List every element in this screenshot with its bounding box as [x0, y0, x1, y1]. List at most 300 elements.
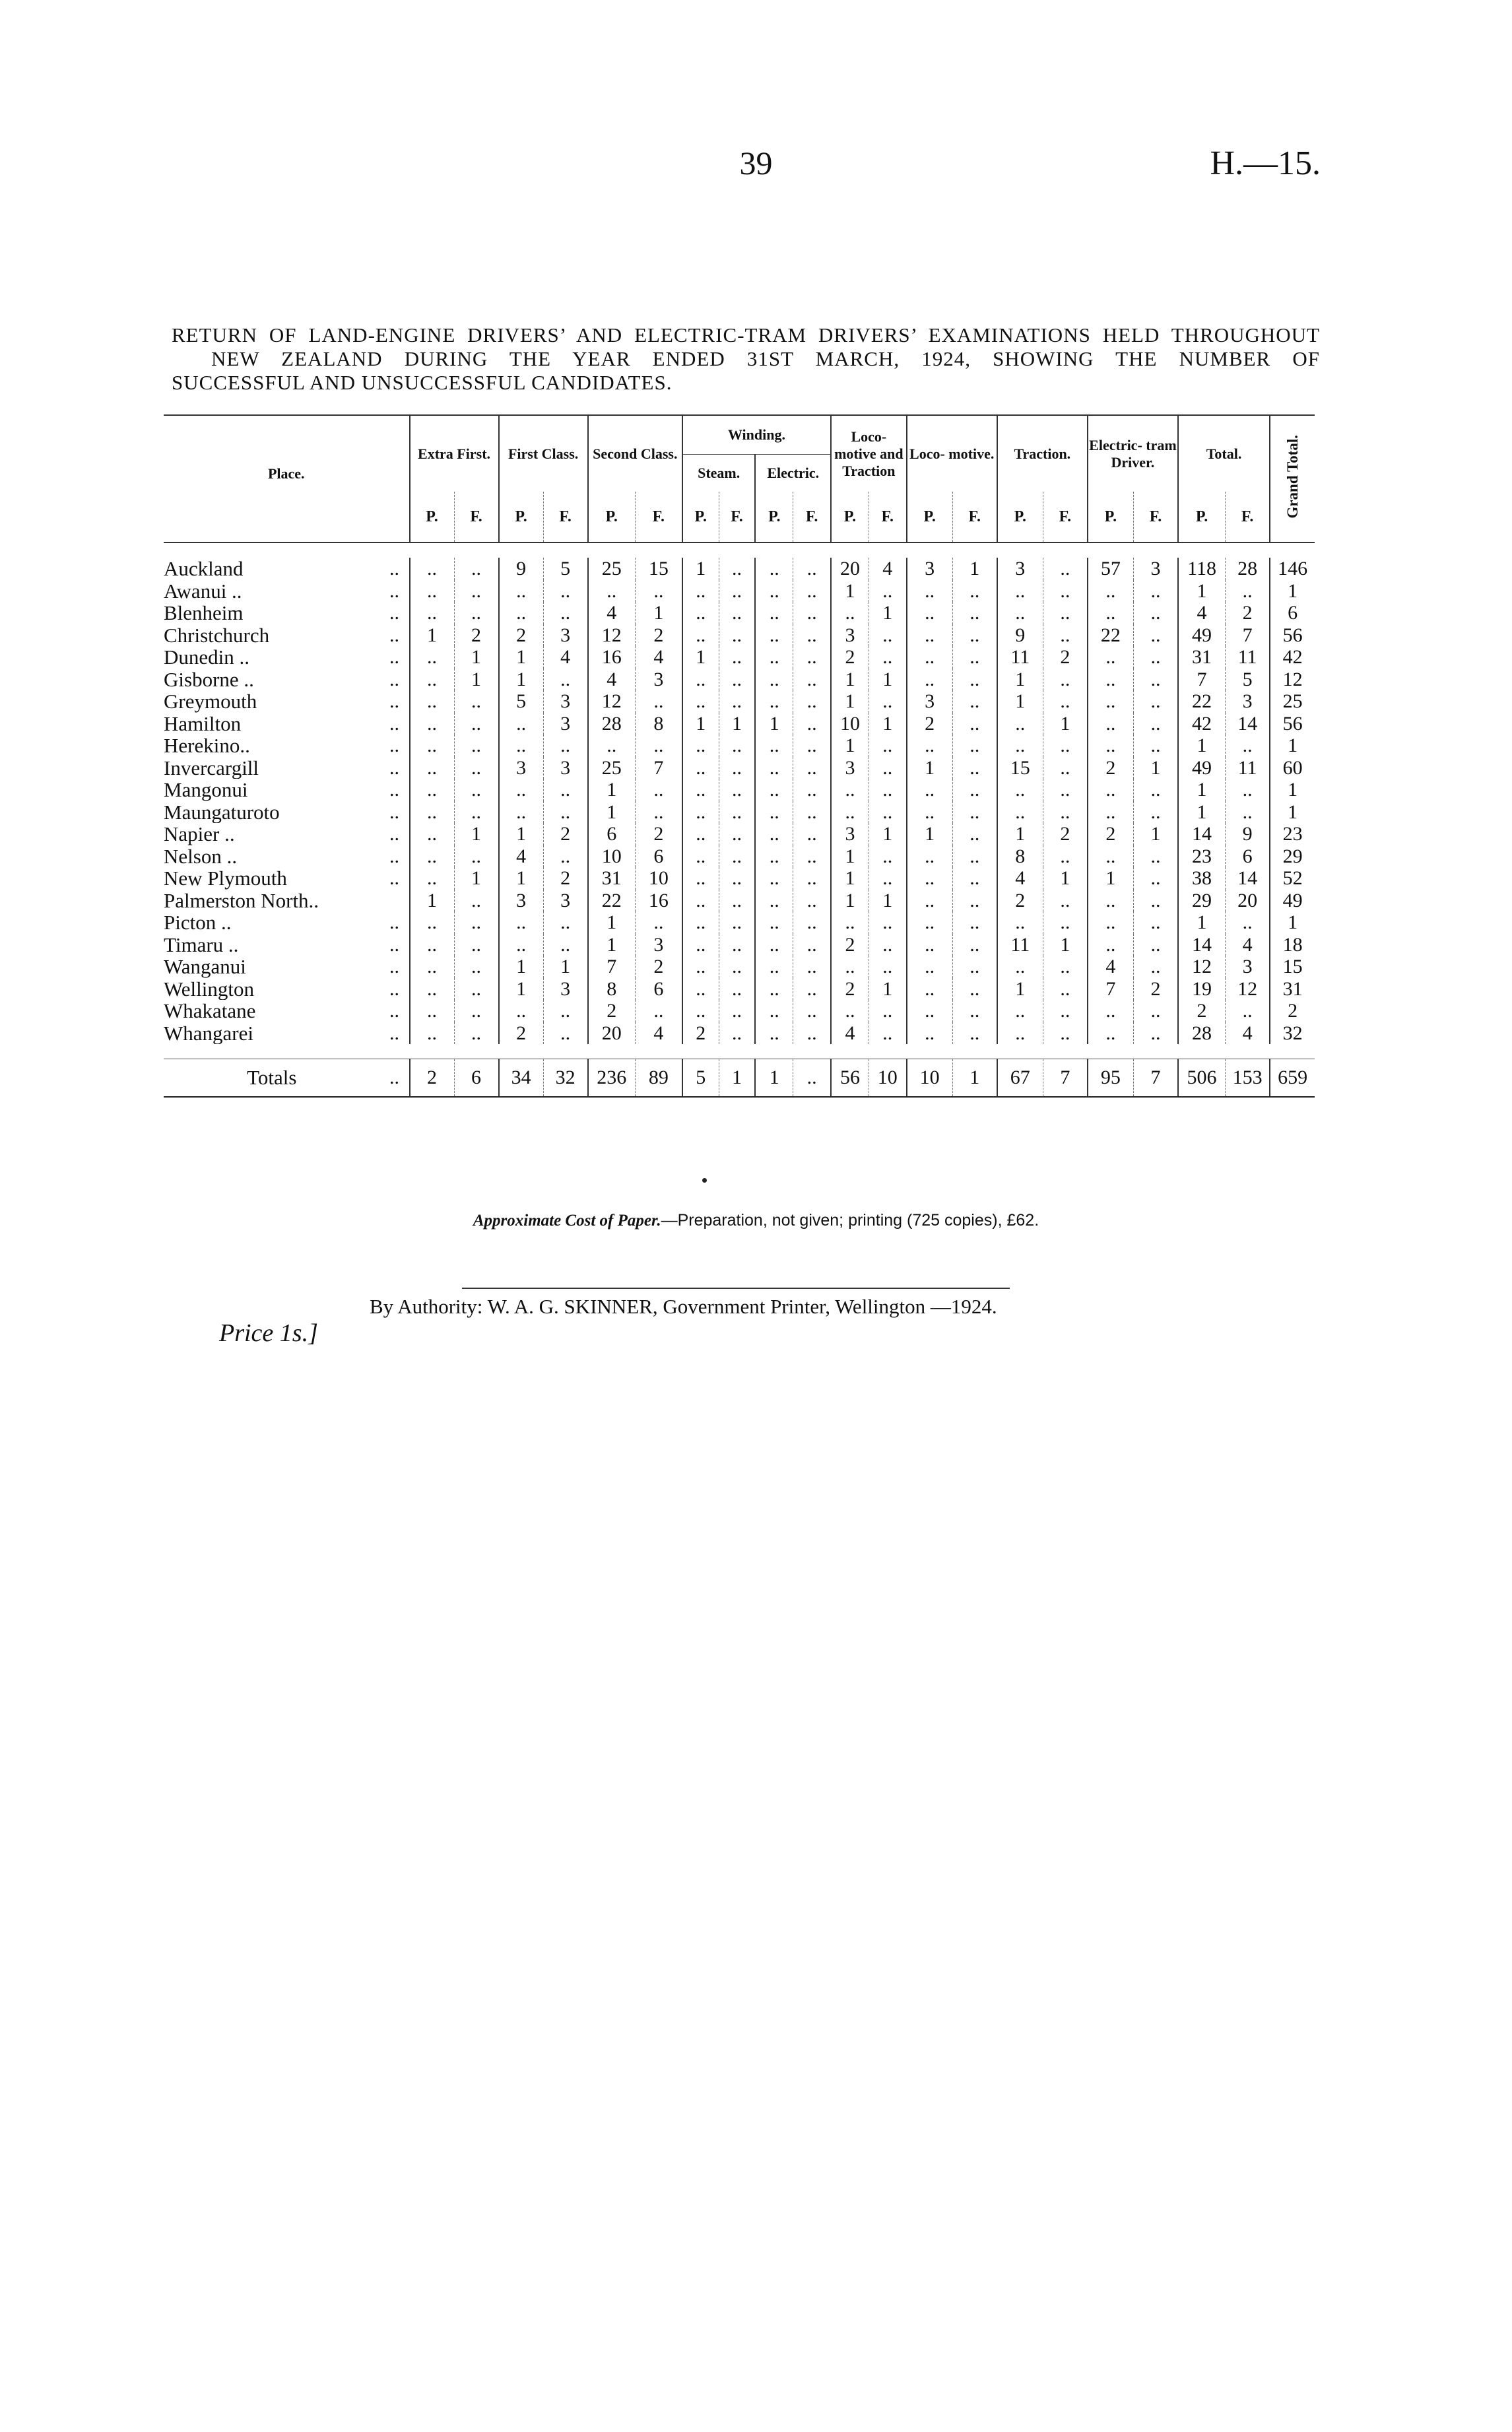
passed-cell: 506: [1178, 1059, 1226, 1098]
failed-cell: ..: [719, 690, 755, 713]
passed-cell: 1: [682, 558, 719, 580]
pf-p: P.: [588, 492, 636, 542]
grand-total-cell: 1: [1270, 801, 1315, 824]
failed-cell: ..: [454, 845, 499, 868]
failed-cell: ..: [1133, 779, 1178, 801]
table-row: [164, 801, 1315, 824]
passed-cell: ..: [588, 580, 636, 603]
passed-cell: ..: [682, 690, 719, 713]
passed-cell: 31: [588, 867, 636, 890]
failed-cell: ..: [793, 713, 831, 735]
passed-cell: 1: [588, 801, 636, 824]
grand-total-cell: 6: [1270, 602, 1315, 624]
passed-cell: 2: [831, 934, 869, 956]
failed-cell: ..: [454, 978, 499, 1001]
failed-cell: 1: [869, 669, 906, 691]
passed-cell: 1: [831, 890, 869, 912]
failed-cell: ..: [719, 580, 755, 603]
failed-cell: 14: [1226, 713, 1270, 735]
passed-cell: 38: [1178, 867, 1226, 890]
pf-f: F.: [1043, 492, 1088, 542]
passed-cell: 22: [1088, 624, 1134, 647]
failed-cell: ..: [1043, 801, 1088, 824]
passed-cell: ..: [1088, 779, 1134, 801]
place-name: Napier ..: [164, 823, 235, 845]
failed-cell: ..: [543, 580, 588, 603]
passed-cell: ..: [755, 823, 793, 845]
passed-cell: 19: [1178, 978, 1226, 1001]
passed-cell: 2: [499, 624, 544, 647]
cost-label: Approximate Cost of Paper.: [473, 1212, 661, 1230]
passed-cell: 14: [1178, 823, 1226, 845]
passed-cell: ..: [682, 890, 719, 912]
passed-cell: ..: [755, 1022, 793, 1045]
passed-cell: 12: [588, 690, 636, 713]
failed-cell: ..: [952, 735, 997, 757]
passed-cell: ..: [682, 624, 719, 647]
failed-cell: ..: [1043, 558, 1088, 580]
first-class-header: First Class.: [499, 415, 588, 492]
failed-cell: ..: [1133, 669, 1178, 691]
passed-cell: 3: [499, 890, 544, 912]
passed-cell: 2: [997, 890, 1043, 912]
failed-cell: ..: [719, 735, 755, 757]
leader-dots: ..: [389, 756, 399, 779]
passed-cell: 5: [682, 1059, 719, 1098]
passed-cell: 20: [588, 1022, 636, 1045]
leader-dots: ..: [389, 602, 399, 624]
table-row: [164, 956, 1315, 978]
grand-total-cell: 12: [1270, 669, 1315, 691]
failed-cell: ..: [1043, 956, 1088, 978]
failed-cell: ..: [719, 669, 755, 691]
failed-cell: ..: [454, 602, 499, 624]
passed-cell: 8: [997, 845, 1043, 868]
failed-cell: ..: [719, 779, 755, 801]
failed-cell: ..: [719, 956, 755, 978]
failed-cell: ..: [1133, 1000, 1178, 1022]
failed-cell: ..: [952, 978, 997, 1001]
passed-cell: ..: [997, 713, 1043, 735]
grand-total-cell: 52: [1270, 867, 1315, 890]
failed-cell: ..: [719, 823, 755, 845]
failed-cell: ..: [793, 978, 831, 1001]
failed-cell: 5: [543, 558, 588, 580]
failed-cell: 3: [543, 978, 588, 1001]
passed-cell: 28: [1178, 1022, 1226, 1045]
grand-total-cell: 1: [1270, 735, 1315, 757]
failed-cell: ..: [454, 801, 499, 824]
passed-cell: 67: [997, 1059, 1043, 1098]
failed-cell: ..: [793, 646, 831, 669]
failed-cell: 1: [952, 558, 997, 580]
failed-cell: 14: [1226, 867, 1270, 890]
leader-dots: ..: [389, 624, 399, 646]
passed-cell: ..: [410, 911, 455, 934]
pf-f: F.: [1226, 492, 1270, 542]
title-line-1: RETURN OF LAND-ENGINE DRIVERS’ AND ELECTRIC-TRAM DRIVERS’ EXAMINATIONS HELD THROUGHOUT: [172, 323, 1320, 346]
failed-cell: 6: [635, 978, 682, 1001]
passed-cell: 34: [499, 1059, 544, 1098]
failed-cell: ..: [719, 624, 755, 647]
failed-cell: 2: [635, 823, 682, 845]
passed-cell: 2: [907, 713, 953, 735]
place-name: Herekino..: [164, 735, 250, 757]
failed-cell: ..: [1043, 580, 1088, 603]
cost-of-paper-note: [0, 1211, 1512, 1230]
title-line-3: SUCCESSFUL AND UNSUCCESSFUL CANDIDATES.: [172, 371, 673, 394]
passed-cell: ..: [410, 1022, 455, 1045]
passed-cell: ..: [682, 669, 719, 691]
passed-cell: 1: [755, 713, 793, 735]
table-row: [164, 558, 1315, 580]
failed-cell: ..: [952, 1000, 997, 1022]
passed-cell: ..: [1088, 690, 1134, 713]
failed-cell: ..: [1226, 735, 1270, 757]
failed-cell: 32: [543, 1059, 588, 1098]
grand-total-cell: 25: [1270, 690, 1315, 713]
passed-cell: ..: [997, 1022, 1043, 1045]
grand-total-label: Grand Total.: [1284, 435, 1301, 519]
leader-dots: ..: [389, 579, 399, 602]
passed-cell: ..: [755, 624, 793, 647]
passed-cell: ..: [682, 757, 719, 779]
failed-cell: ..: [793, 823, 831, 845]
failed-cell: 1: [1043, 867, 1088, 890]
failed-cell: ..: [1043, 890, 1088, 912]
failed-cell: ..: [952, 934, 997, 956]
passed-cell: ..: [755, 646, 793, 669]
passed-cell: ..: [907, 669, 953, 691]
failed-cell: ..: [635, 801, 682, 824]
authority-line: By Authority: W. A. G. SKINNER, Government Printer, Wellington —1924.: [370, 1295, 997, 1318]
failed-cell: ..: [1133, 845, 1178, 868]
place-name: Christchurch: [164, 624, 270, 646]
passed-cell: 2: [410, 1059, 455, 1098]
failed-cell: 4: [1226, 1022, 1270, 1045]
grand-total-cell: 56: [1270, 624, 1315, 647]
failed-cell: ..: [869, 801, 906, 824]
passed-cell: ..: [831, 801, 869, 824]
place-name: Dunedin ..: [164, 646, 250, 669]
passed-cell: 1: [499, 956, 544, 978]
failed-cell: ..: [793, 911, 831, 934]
place-name: New Plymouth: [164, 867, 287, 890]
failed-cell: ..: [543, 801, 588, 824]
leader-dots: ..: [389, 977, 399, 1000]
printer-dot: [702, 1178, 707, 1183]
failed-cell: 4: [543, 646, 588, 669]
table-row: [164, 690, 1315, 713]
passed-cell: ..: [755, 602, 793, 624]
passed-cell: ..: [907, 978, 953, 1001]
failed-cell: 3: [543, 690, 588, 713]
failed-cell: ..: [454, 713, 499, 735]
passed-cell: 12: [588, 624, 636, 647]
passed-cell: ..: [499, 580, 544, 603]
failed-cell: ..: [869, 690, 906, 713]
passed-cell: ..: [499, 934, 544, 956]
passed-cell: ..: [755, 580, 793, 603]
passed-cell: 12: [1178, 956, 1226, 978]
passed-cell: 7: [588, 956, 636, 978]
passed-cell: ..: [755, 911, 793, 934]
failed-cell: 2: [454, 624, 499, 647]
failed-cell: ..: [952, 956, 997, 978]
failed-cell: 4: [1226, 934, 1270, 956]
failed-cell: ..: [952, 801, 997, 824]
failed-cell: 9: [1226, 823, 1270, 845]
passed-cell: 20: [831, 558, 869, 580]
failed-cell: ..: [952, 713, 997, 735]
failed-cell: ..: [1133, 1022, 1178, 1045]
passed-cell: ..: [682, 580, 719, 603]
passed-cell: ..: [1088, 801, 1134, 824]
passed-cell: ..: [410, 1000, 455, 1022]
failed-cell: ..: [635, 911, 682, 934]
passed-cell: 5: [499, 690, 544, 713]
failed-cell: ..: [1133, 624, 1178, 647]
failed-cell: 7: [635, 757, 682, 779]
failed-cell: 6: [635, 845, 682, 868]
failed-cell: ..: [952, 690, 997, 713]
failed-cell: 1: [1043, 934, 1088, 956]
place-name: Nelson ..: [164, 845, 238, 867]
failed-cell: 8: [635, 713, 682, 735]
passed-cell: ..: [410, 735, 455, 757]
place-name: Greymouth: [164, 690, 257, 713]
failed-cell: ..: [793, 757, 831, 779]
failed-cell: 3: [543, 624, 588, 647]
passed-cell: 9: [997, 624, 1043, 647]
failed-cell: ..: [1133, 602, 1178, 624]
failed-cell: ..: [1043, 845, 1088, 868]
passed-cell: ..: [410, 713, 455, 735]
table-body: [164, 542, 1315, 1097]
authority-rule: [462, 1288, 1010, 1289]
passed-cell: 2: [1088, 823, 1134, 845]
table-row: [164, 911, 1315, 934]
passed-cell: 1: [588, 779, 636, 801]
passed-cell: 236: [588, 1059, 636, 1098]
leader-dots: ..: [389, 1022, 399, 1044]
pf-f: F.: [952, 492, 997, 542]
leader-dots: ..: [389, 712, 399, 735]
passed-cell: ..: [1088, 580, 1134, 603]
failed-cell: 1: [454, 669, 499, 691]
failed-cell: 3: [1133, 558, 1178, 580]
failed-cell: 1: [869, 823, 906, 845]
failed-cell: 2: [1133, 978, 1178, 1001]
failed-cell: ..: [869, 624, 906, 647]
failed-cell: ..: [1043, 602, 1088, 624]
passed-cell: ..: [755, 978, 793, 1001]
failed-cell: 2: [1226, 602, 1270, 624]
failed-cell: 1: [869, 602, 906, 624]
place-name: Picton ..: [164, 911, 232, 934]
failed-cell: 15: [635, 558, 682, 580]
failed-cell: 2: [1043, 823, 1088, 845]
passed-cell: 10: [588, 845, 636, 868]
passed-cell: ..: [682, 801, 719, 824]
failed-cell: ..: [793, 801, 831, 824]
failed-cell: ..: [454, 1022, 499, 1045]
passed-cell: ..: [682, 735, 719, 757]
passed-cell: 9: [499, 558, 544, 580]
failed-cell: ..: [952, 646, 997, 669]
failed-cell: ..: [454, 690, 499, 713]
passed-cell: ..: [410, 580, 455, 603]
passed-cell: ..: [755, 867, 793, 890]
grand-total-cell: 2: [1270, 1000, 1315, 1022]
passed-cell: ..: [907, 801, 953, 824]
passed-cell: 10: [831, 713, 869, 735]
pf-p: P.: [1088, 492, 1134, 542]
failed-cell: ..: [793, 1000, 831, 1022]
failed-cell: 10: [869, 1059, 906, 1098]
passed-cell: 1: [499, 867, 544, 890]
passed-cell: ..: [1088, 735, 1134, 757]
failed-cell: 153: [1226, 1059, 1270, 1098]
passed-cell: 1: [997, 669, 1043, 691]
passed-cell: ..: [1088, 1000, 1134, 1022]
passed-cell: ..: [831, 779, 869, 801]
passed-cell: ..: [755, 690, 793, 713]
failed-cell: ..: [1043, 1022, 1088, 1045]
passed-cell: 23: [1178, 845, 1226, 868]
failed-cell: ..: [1043, 1000, 1088, 1022]
failed-cell: 3: [543, 757, 588, 779]
failed-cell: ..: [869, 911, 906, 934]
pf-f: F.: [454, 492, 499, 542]
table-row: [164, 867, 1315, 890]
failed-cell: 2: [635, 956, 682, 978]
failed-cell: ..: [1133, 646, 1178, 669]
failed-cell: 1: [1133, 823, 1178, 845]
passed-cell: ..: [907, 956, 953, 978]
place-name: Wellington: [164, 977, 254, 1000]
failed-cell: ..: [719, 602, 755, 624]
passed-cell: 1: [588, 911, 636, 934]
place-name: Whakatane: [164, 1000, 256, 1022]
passed-cell: ..: [410, 690, 455, 713]
total-header: Total.: [1178, 415, 1270, 492]
passed-cell: ..: [410, 646, 455, 669]
failed-cell: ..: [454, 956, 499, 978]
failed-cell: ..: [1043, 624, 1088, 647]
failed-cell: 7: [1133, 1059, 1178, 1098]
failed-cell: ..: [454, 735, 499, 757]
passed-cell: ..: [907, 934, 953, 956]
passed-cell: 95: [1088, 1059, 1134, 1098]
failed-cell: 3: [543, 890, 588, 912]
passed-cell: ..: [588, 735, 636, 757]
passed-cell: ..: [1088, 646, 1134, 669]
passed-cell: ..: [1088, 602, 1134, 624]
passed-cell: ..: [755, 845, 793, 868]
pf-f: F.: [635, 492, 682, 542]
leader-dots: ..: [389, 690, 399, 712]
passed-cell: ..: [682, 934, 719, 956]
second-class-header: Second Class.: [588, 415, 682, 492]
pf-p: P.: [1178, 492, 1226, 542]
failed-cell: ..: [952, 779, 997, 801]
passed-cell: 11: [997, 934, 1043, 956]
failed-cell: ..: [454, 779, 499, 801]
passed-cell: ..: [1088, 845, 1134, 868]
loco-traction-header: Loco- motive and Traction: [831, 415, 907, 492]
passed-cell: ..: [755, 669, 793, 691]
failed-cell: ..: [793, 890, 831, 912]
passed-cell: 1: [831, 867, 869, 890]
passed-cell: ..: [682, 779, 719, 801]
failed-cell: ..: [719, 911, 755, 934]
failed-cell: ..: [793, 558, 831, 580]
passed-cell: 7: [1088, 978, 1134, 1001]
passed-cell: ..: [997, 1000, 1043, 1022]
failed-cell: ..: [454, 1000, 499, 1022]
table-row: [164, 624, 1315, 647]
passed-cell: 2: [831, 978, 869, 1001]
passed-cell: 1: [410, 624, 455, 647]
passed-cell: 6: [588, 823, 636, 845]
failed-cell: ..: [793, 602, 831, 624]
failed-cell: 89: [635, 1059, 682, 1098]
passed-cell: 1: [1178, 801, 1226, 824]
failed-cell: ..: [793, 867, 831, 890]
place-name: Gisborne ..: [164, 668, 254, 690]
passed-cell: ..: [410, 867, 455, 890]
passed-cell: 16: [588, 646, 636, 669]
failed-cell: ..: [952, 867, 997, 890]
failed-cell: 2: [543, 867, 588, 890]
cost-text: —Preparation, not given; printing (725 copies), £62.: [661, 1211, 1039, 1230]
page-number: 39: [739, 145, 773, 181]
passed-cell: ..: [907, 779, 953, 801]
failed-cell: ..: [793, 669, 831, 691]
failed-cell: ..: [635, 690, 682, 713]
grand-total-cell: 56: [1270, 713, 1315, 735]
failed-cell: 12: [1226, 978, 1270, 1001]
passed-cell: 31: [1178, 646, 1226, 669]
failed-cell: ..: [719, 1000, 755, 1022]
passed-cell: ..: [907, 735, 953, 757]
grand-total-cell: 1: [1270, 580, 1315, 603]
passed-cell: 2: [588, 1000, 636, 1022]
grand-total-cell: 60: [1270, 757, 1315, 779]
place-name: Maungaturoto: [164, 801, 280, 823]
table-title: [172, 323, 1320, 395]
passed-cell: 1: [997, 823, 1043, 845]
failed-cell: ..: [719, 757, 755, 779]
table-row: [164, 1000, 1315, 1022]
passed-cell: ..: [755, 558, 793, 580]
passed-cell: 49: [1178, 624, 1226, 647]
passed-cell: 4: [997, 867, 1043, 890]
failed-cell: 28: [1226, 558, 1270, 580]
failed-cell: 11: [1226, 646, 1270, 669]
passed-cell: ..: [997, 580, 1043, 603]
failed-cell: ..: [719, 558, 755, 580]
failed-cell: ..: [952, 1022, 997, 1045]
failed-cell: 16: [635, 890, 682, 912]
price-label: Price 1s.]: [219, 1319, 318, 1347]
failed-cell: ..: [454, 580, 499, 603]
passed-cell: 42: [1178, 713, 1226, 735]
failed-cell: ..: [454, 558, 499, 580]
failed-cell: ..: [793, 934, 831, 956]
passed-cell: 1: [588, 934, 636, 956]
